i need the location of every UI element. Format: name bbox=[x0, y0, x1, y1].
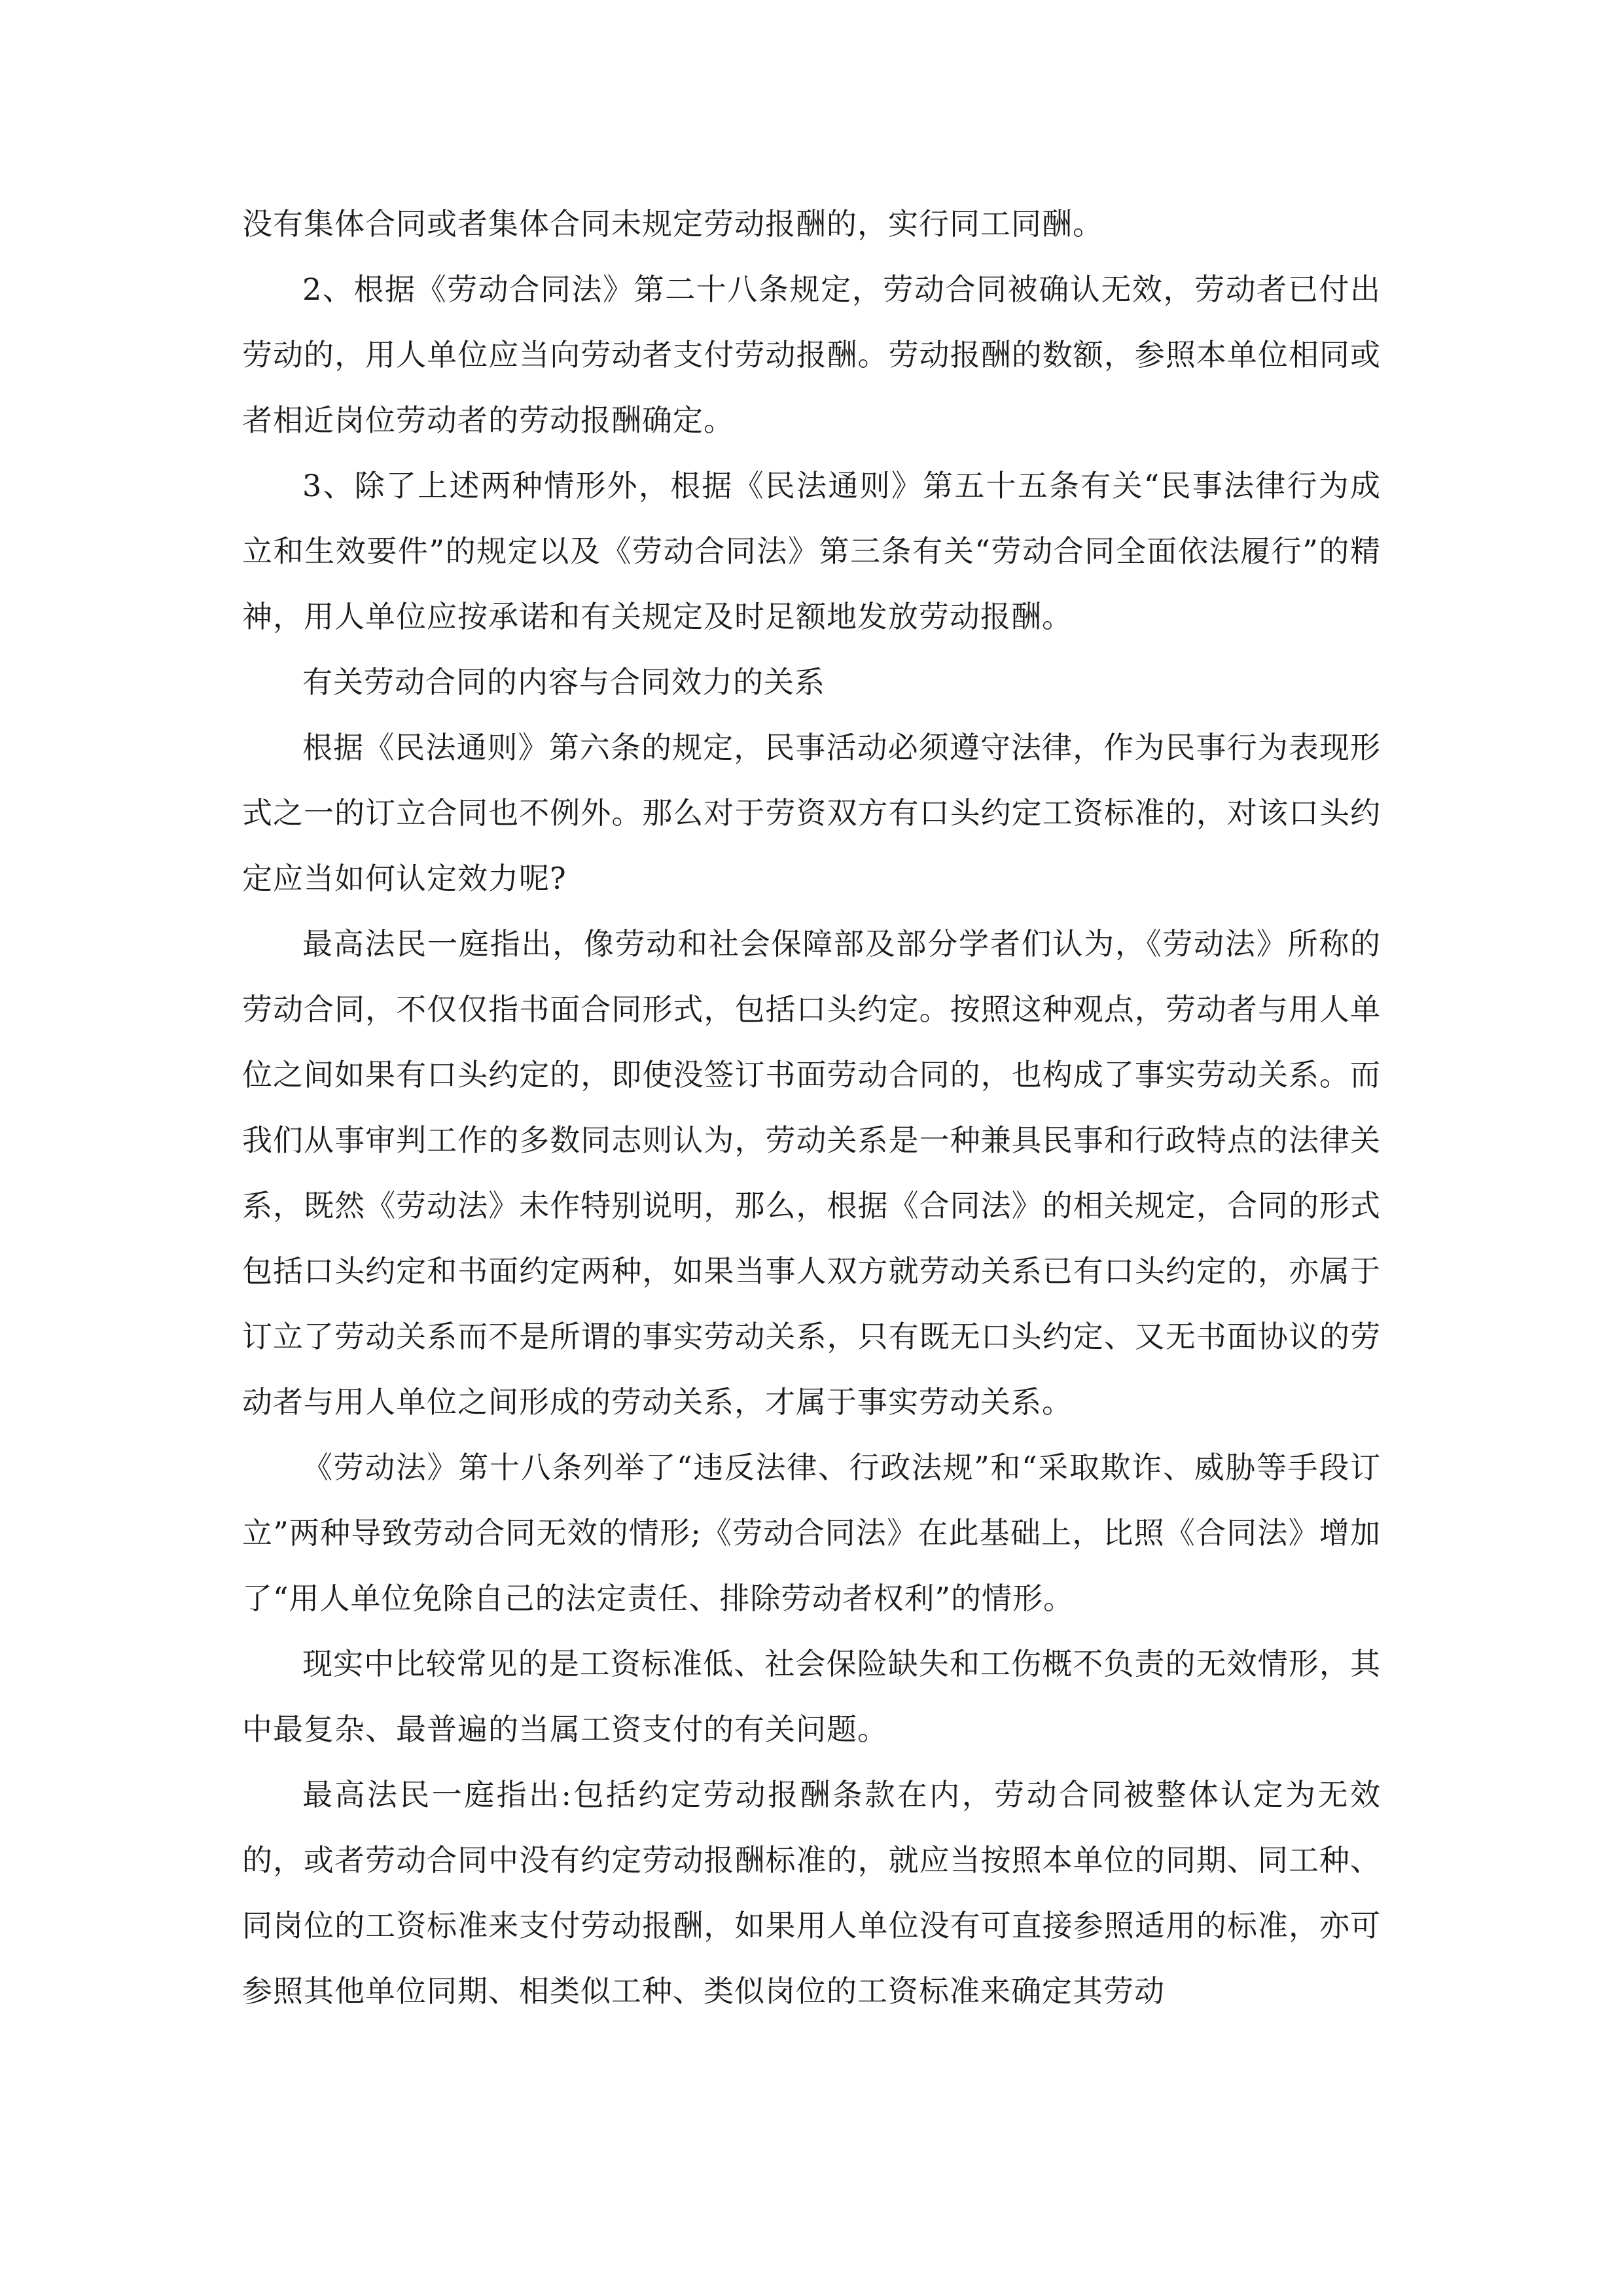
paragraph-supreme-court-ruling: 最高法民一庭指出:包括约定劳动报酬条款在内，劳动合同被整体认定为无效的，或者劳动合同中没有约定劳动报酬标准的，就应当按照本单位的同期、同工种、同岗位的工资标准来支付劳动报酬，如果用人单位没有可直接参照适用的标准，亦可参照其他单位同期、相类似工种、类似岗位的工资标准来确定其劳动 bbox=[242, 1777, 1381, 2009]
paragraph-item-2: 2、根据《劳动合同法》第二十八条规定，劳动合同被确认无效，劳动者已付出劳动的，用人单位应当向劳动者支付劳动报酬。劳动报酬的数额，参照本单位相同或者相近岗位劳动者的劳动报酬确定。 bbox=[242, 272, 1381, 438]
paragraph-common-cases: 现实中比较常见的是工资标准低、社会保险缺失和工伤概不负责的无效情形，其中最复杂、最普遍的当属工资支付的有关问题。 bbox=[242, 1646, 1381, 1747]
paragraph-item-3: 3、除了上述两种情形外，根据《民法通则》第五十五条有关“民事法律行为成立和生效要件”的规定以及《劳动合同法》第三条有关“劳动合同全面依法履行”的精神，用人单位应按承诺和有关规定及时足额地发放劳动报酬。 bbox=[242, 468, 1381, 634]
document-body bbox=[242, 191, 1381, 2024]
paragraph-continuation: 没有集体合同或者集体合同未规定劳动报酬的，实行同工同酬。 bbox=[242, 206, 1103, 242]
paragraph-civil-law: 根据《民法通则》第六条的规定，民事活动必须遵守法律，作为民事行为表现形式之一的订立合同也不例外。那么对于劳资双方有口头约定工资标准的，对该口头约定应当如何认定效力呢? bbox=[242, 730, 1381, 896]
section-heading: 有关劳动合同的内容与合同效力的关系 bbox=[302, 664, 825, 700]
paragraph-labor-law-article-18: 《劳动法》第十八条列举了“违反法律、行政法规”和“采取欺诈、威胁等手段订立”两种导致劳动合同无效的情形;《劳动合同法》在此基础上，比照《合同法》增加了“用人单位免除自己的法定责任、排除劳动者权利”的情形。 bbox=[242, 1450, 1381, 1616]
paragraph-supreme-court-view: 最高法民一庭指出，像劳动和社会保障部及部分学者们认为，《劳动法》所称的劳动合同，不仅仅指书面合同形式，包括口头约定。按照这种观点，劳动者与用人单位之间如果有口头约定的，即使没签订书面劳动合同的，也构成了事实劳动关系。而我们从事审判工作的多数同志则认为，劳动关系是一种兼具民事和行政特点的法律关系，既然《劳动法》未作特别说明，那么，根据《合同法》的相关规定，合同的形式包括口头约定和书面约定两种，如果当事人双方就劳动关系已有口头约定的，亦属于订立了劳动关系而不是所谓的事实劳动关系，只有既无口头约定、又无书面协议的劳动者与用人单位之间形成的劳动关系，才属于事实劳动关系。 bbox=[242, 926, 1381, 1420]
